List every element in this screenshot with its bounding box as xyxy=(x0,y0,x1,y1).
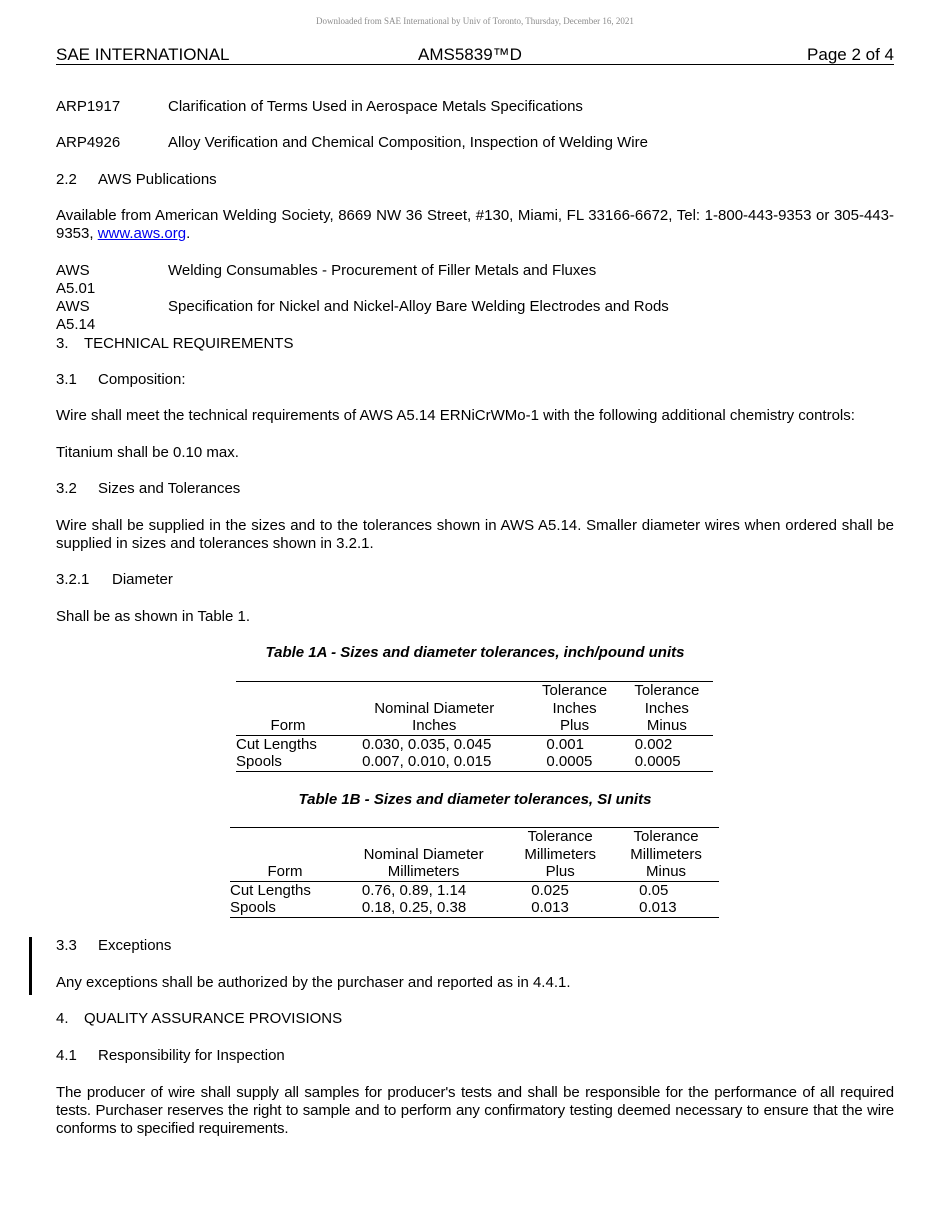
table-row xyxy=(230,881,719,899)
table-header-row xyxy=(230,828,719,882)
header-page-number: Page 2 of 4 xyxy=(807,45,894,64)
ref-code: ARP1917 xyxy=(56,98,121,115)
table-cell: Spools xyxy=(236,753,340,771)
section-number: 4. xyxy=(56,1010,69,1027)
exceptions-paragraph: Any exceptions shall be authorized by the purchaser and reported as in 4.4.1. xyxy=(56,974,571,991)
composition-paragraph: Wire shall meet the technical requirements of AWS A5.14 ERNiCrWMo-1 with the following additional chemistry controls: xyxy=(56,407,855,424)
aws-availability-end: . xyxy=(186,225,191,242)
section-title: Diameter xyxy=(112,571,173,588)
column-header: Tolerance Inches Plus xyxy=(528,682,620,736)
table-row xyxy=(236,753,713,771)
section-title: Sizes and Tolerances xyxy=(98,480,241,497)
header-doc-id: AMS5839™D xyxy=(418,45,522,64)
table-cell: 0.76, 0.89, 1.14 xyxy=(361,881,467,899)
table-cell: 0.013 xyxy=(507,899,613,917)
section-number: 3.2 xyxy=(56,480,77,497)
table-row xyxy=(230,899,719,917)
table-cell: Cut Lengths xyxy=(230,881,311,899)
section-title: Responsibility for Inspection xyxy=(98,1047,285,1064)
revision-change-bar xyxy=(29,937,32,995)
column-header: Tolerance Millimeters Plus xyxy=(507,828,613,882)
table-cell: 0.18, 0.25, 0.38 xyxy=(340,899,507,917)
column-header: Tolerance Millimeters Minus xyxy=(613,828,719,882)
section-title: Exceptions xyxy=(98,937,172,954)
aws-website-link[interactable]: www.aws.org xyxy=(97,225,187,242)
section-title: Composition: xyxy=(98,371,186,388)
aws-availability-paragraph xyxy=(56,207,894,243)
section-title: AWS Publications xyxy=(98,171,217,188)
section-number: 3.3 xyxy=(56,937,77,954)
aws-availability-text: Available from American Welding Society, 8669 NW 36 Street, #130, Miami, FL 33166-6672, Tel: 1-800-443-9353 or 305-443-9353, xyxy=(56,207,894,242)
table-cell: 0.025 xyxy=(531,881,569,899)
table-cell: 0.030, 0.035, 0.045 xyxy=(362,735,492,753)
table-1a xyxy=(236,681,713,772)
table-cell: 0.001 xyxy=(546,735,584,753)
table-cell: 0.05 xyxy=(639,881,669,899)
section-number: 3.1 xyxy=(56,371,77,388)
table-header-row xyxy=(236,682,713,736)
section-number: 2.2 xyxy=(56,171,77,188)
section-title: TECHNICAL REQUIREMENTS xyxy=(84,335,294,352)
responsibility-paragraph: The producer of wire shall supply all samples for producer's tests and shall be responsible for the performance of all required tests. Purchaser reserves the right to sample and to perform any confirmatory testing deemed necessary to ensure that the wire conforms to specified requirements. xyxy=(56,1084,894,1137)
table-cell: Cut Lengths xyxy=(236,735,317,753)
titanium-paragraph: Titanium shall be 0.10 max. xyxy=(56,444,239,461)
ref-code: ARP4926 xyxy=(56,134,121,151)
sizes-paragraph: Wire shall be supplied in the sizes and to the tolerances shown in AWS A5.14. Smaller diameter wires when ordered shall be supplied in sizes and tolerances shown in 3.2.1. xyxy=(56,517,894,552)
section-number: 3. xyxy=(56,335,69,352)
table-reference-paragraph: Shall be as shown in Table 1. xyxy=(56,608,251,625)
column-header: Nominal Diameter Millimeters xyxy=(340,828,507,882)
ref-code: AWS A5.01 xyxy=(56,262,96,297)
table-row xyxy=(236,735,713,753)
table-cell: 0.0005 xyxy=(621,753,713,771)
column-header: Tolerance Inches Minus xyxy=(621,682,713,736)
section-number: 4.1 xyxy=(56,1047,77,1064)
table-cell: 0.013 xyxy=(613,899,719,917)
section-title: QUALITY ASSURANCE PROVISIONS xyxy=(84,1010,343,1027)
ref-title: Clarification of Terms Used in Aerospace Metals Specifications xyxy=(168,98,583,115)
ref-title: Welding Consumables - Procurement of Filler Metals and Fluxes xyxy=(168,262,597,279)
ref-title: Alloy Verification and Chemical Composition, Inspection of Welding Wire xyxy=(168,134,648,151)
column-header: Form xyxy=(230,828,340,882)
table-cell: Spools xyxy=(230,899,340,917)
table-1b-caption: Table 1B - Sizes and diameter tolerances, SI units xyxy=(298,791,652,808)
ref-code: AWS A5.14 xyxy=(56,298,96,333)
table-1b xyxy=(230,827,719,918)
ref-title: Specification for Nickel and Nickel-Alloy Bare Welding Electrodes and Rods xyxy=(168,298,669,315)
column-header: Form xyxy=(236,682,340,736)
table-cell: 0.002 xyxy=(634,735,673,753)
table-cell: 0.0005 xyxy=(528,753,620,771)
section-number: 3.2.1 xyxy=(56,571,90,588)
page-header xyxy=(56,45,894,65)
header-org: SAE INTERNATIONAL xyxy=(56,45,230,64)
download-notice: Downloaded from SAE International by Univ of Toronto, Thursday, December 16, 2021 xyxy=(316,16,634,26)
table-cell: 0.007, 0.010, 0.015 xyxy=(340,753,528,771)
table-1a-caption: Table 1A - Sizes and diameter tolerances, inch/pound units xyxy=(265,644,685,661)
column-header: Nominal Diameter Inches xyxy=(340,682,528,736)
